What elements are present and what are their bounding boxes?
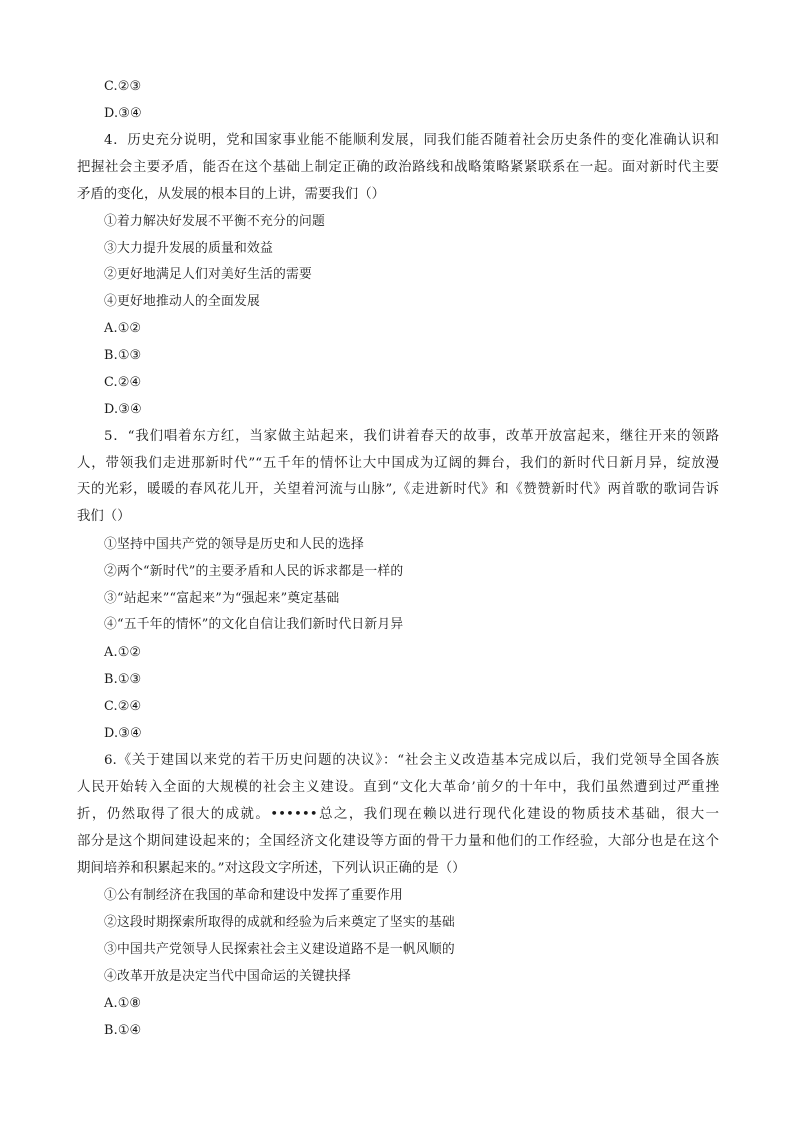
q4-option-b: B.①③ [104,348,142,363]
q6-statement-3: ③中国共产党领导人民探索社会主义建设道路不是一帆风顺的 [104,942,455,957]
q4-statement-4: ④更好地推动人的全面发展 [104,294,260,309]
q5-stem-line-2: 人，带领我们走进那新时代”“五千年的情怀让大中国成为辽阔的舞台，我们的新时代日新月异，绽放漫 [77,456,719,471]
q5-stem-line-1: 5．“我们唱着东方红，当家做主站起来，我们讲着春天的故事，改革开放富起来，继往开来的领路 [104,429,719,444]
q6-statement-1: ①公有制经济在我国的革命和建设中发挥了重要作用 [104,888,403,903]
q5-option-d: D.③④ [104,726,142,741]
q5-option-a: A.①② [104,645,142,660]
q6-statement-4: ④改革开放是决定当代中国命运的关键抉择 [104,969,351,984]
q4-stem-line-2: 把握社会主要矛盾，能否在这个基础上制定正确的政治路线和战略策略紧紧联系在一起。面对新时代主要 [77,160,719,175]
q4-option-a: A.①② [104,321,142,336]
q5-stem-line-4: 我们（） [77,509,131,524]
q3-option-d: D.③④ [104,106,142,121]
q6-option-b: B.①④ [104,1023,142,1038]
q4-stem-line-3: 矛盾的变化，从发展的根本目的上讲，需要我们（） [77,187,385,202]
q3-option-c: C.②③ [104,79,142,94]
q6-option-a: A.①⑧ [104,996,142,1011]
q6-stem-line-3: 折，仍然取得了很大的成就。••••••总之，我们现在赖以进行现代化建设的物质技术基础，很大一 [77,807,719,822]
q6-stem-line-5: 期间培养和积累起来的。”对这段文字所述，下列认识正确的是（） [77,861,466,876]
q4-option-c: C.②④ [104,375,142,390]
q5-option-c: C.②④ [104,699,142,714]
q5-stem-line-3: 天的光彩，暖暖的春风花儿开，关望着河流与山脉”,《走进新时代》和《赞赞新时代》两首歌的歌词告诉 [77,482,719,497]
q5-statement-1: ①坚持中国共产党的领导是历史和人民的选择 [104,537,364,552]
q4-statement-2: ③大力提升发展的质量和效益 [104,241,273,256]
q6-statement-2: ②这段时期探索所取得的成就和经验为后来奠定了坚实的基础 [104,915,455,930]
q5-statement-3: ③“站起来”“富起来”为“强起来”奠定基础 [104,591,340,606]
q6-stem-line-1: 6.《关于建国以来党的若干历史问题的决议》：“社会主义改造基本完成以后，我们党领导全国各族 [104,753,719,768]
q5-statement-4: ④“五千年的情怀”的文化自信让我们新时代日新月异 [104,617,404,632]
q5-statement-2: ②两个“新时代”的主要矛盾和人民的诉求都是一样的 [104,564,404,579]
q6-stem-line-2: 人民开始转入全面的大规模的社会主义建设。直到“文化大革命’前夕的十年中，我们虽然遭到过严重挫 [77,780,719,795]
q4-stem-line-1: 4．历史充分说明，党和国家事业能不能顺利发展，同我们能否随着社会历史条件的变化准确认识和 [104,133,719,148]
q6-stem-line-4: 部分是这个期间建设起来的；全国经济文化建设等方面的骨干力量和他们的工作经验，大部分也是在这个 [77,834,719,849]
q4-option-d: D.③④ [104,402,142,417]
q5-option-b: B.①③ [104,672,142,687]
q4-statement-3: ②更好地满足人们对美好生活的需要 [104,267,312,282]
q4-statement-1: ①着力解决好发展不平衡不充分的问题 [104,214,325,229]
